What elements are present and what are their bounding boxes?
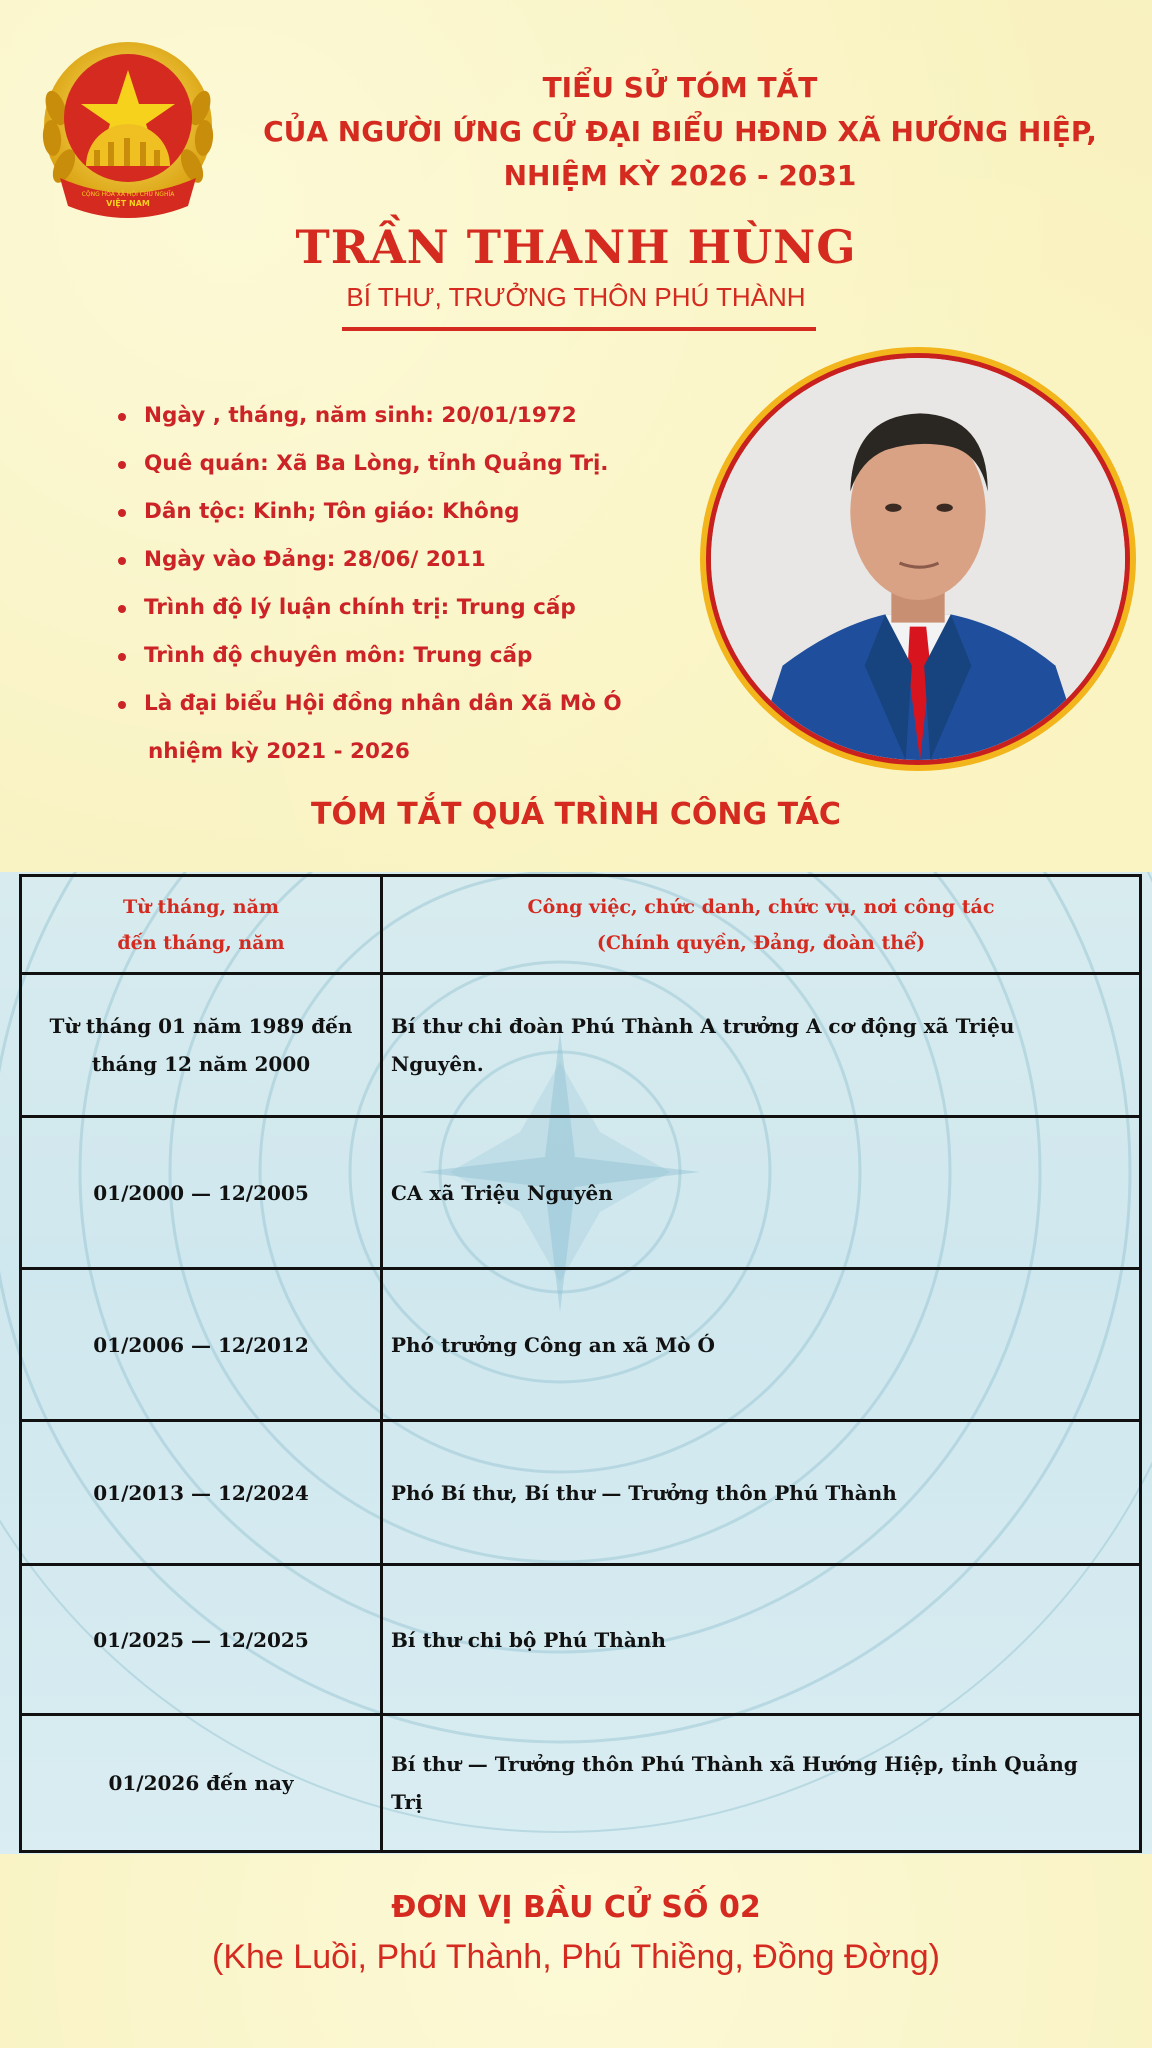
header-term: NHIỆM KỲ 2026 - 2031 [503,159,857,192]
info-hometown: Quê quán: Xã Ba Lòng, tỉnh Quảng Trị. [118,440,678,488]
title-divider [342,327,816,331]
info-party-join-date: Ngày vào Đảng: 28/06/ 2011 [118,536,678,584]
header-subtitle: CỦA NGƯỜI ỨNG CỬ ĐẠI BIỂU HĐND XÃ HƯỚNG HIỆP, [263,115,1097,148]
electoral-unit: ĐƠN VỊ BẦU CỬ SỐ 02 [391,1890,761,1925]
work-history-table [19,874,1142,1853]
row-period: 01/2006 — 12/2012 [21,1269,382,1421]
candidate-position: BÍ THƯ, TRƯỞNG THÔN PHÚ THÀNH [346,282,806,312]
document-header [230,66,1130,198]
table-row [21,974,1141,1117]
info-political-theory-level: Trình độ lý luận chính trị: Trung cấp [118,584,678,632]
column-header-period: Từ tháng, năm đến tháng, năm [21,876,382,974]
emblem-ribbon-country: VIỆT NAM [106,199,150,208]
table-row [21,1715,1141,1852]
table-row [21,1565,1141,1715]
info-previous-delegate-term: nhiệm kỳ 2021 - 2026 [148,739,410,764]
emblem-ribbon-text: CỘNG HÒA XÃ HỘI CHỦ NGHĨA [81,191,175,198]
info-previous-delegate: Là đại biểu Hội đồng nhân dân Xã Mò Ó [118,680,678,728]
info-professional-level: Trình độ chuyên môn: Trung cấp [118,632,678,680]
candidate-photo [711,358,1125,760]
table-header-row [21,876,1141,974]
personal-info-list [118,392,678,776]
electoral-areas: (Khe Luồi, Phú Thành, Phú Thiềng, Đồng Đờng) [212,1938,940,1976]
work-history-title: TÓM TẮT QUÁ TRÌNH CÔNG TÁC [311,797,841,832]
national-emblem-logo [38,38,218,222]
column-header-job: Công việc, chức danh, chức vụ, nơi công tác (Chính quyền, Đảng, đoàn thể) [382,876,1141,974]
row-period: 01/2013 — 12/2024 [21,1421,382,1565]
row-period: 01/2000 — 12/2005 [21,1117,382,1269]
row-job: Phó Bí thư, Bí thư — Trưởng thôn Phú Thành [382,1421,1141,1565]
row-period: Từ tháng 01 năm 1989 đến tháng 12 năm 2000 [21,974,382,1117]
candidate-portrait-frame [700,347,1136,771]
candidate-name: TRẦN THANH HÙNG [295,220,857,274]
info-birthdate: Ngày , tháng, năm sinh: 20/01/1972 [118,392,678,440]
row-period: 01/2025 — 12/2025 [21,1565,382,1715]
header-title: TIỂU SỬ TÓM TẮT [542,71,818,104]
row-job: Bí thư chi đoàn Phú Thành A trưởng A cơ động xã Triệu Nguyên. [382,974,1141,1117]
work-history-section [0,872,1152,1854]
info-ethnicity-religion: Dân tộc: Kinh; Tôn giáo: Không [118,488,678,536]
row-period: 01/2026 đến nay [21,1715,382,1852]
row-job: Bí thư — Trưởng thôn Phú Thành xã Hướng Hiệp, tỉnh Quảng Trị [382,1715,1141,1852]
table-row [21,1421,1141,1565]
table-row [21,1269,1141,1421]
row-job: CA xã Triệu Nguyên [382,1117,1141,1269]
table-row [21,1117,1141,1269]
row-job: Bí thư chi bộ Phú Thành [382,1565,1141,1715]
row-job: Phó trưởng Công an xã Mò Ó [382,1269,1141,1421]
